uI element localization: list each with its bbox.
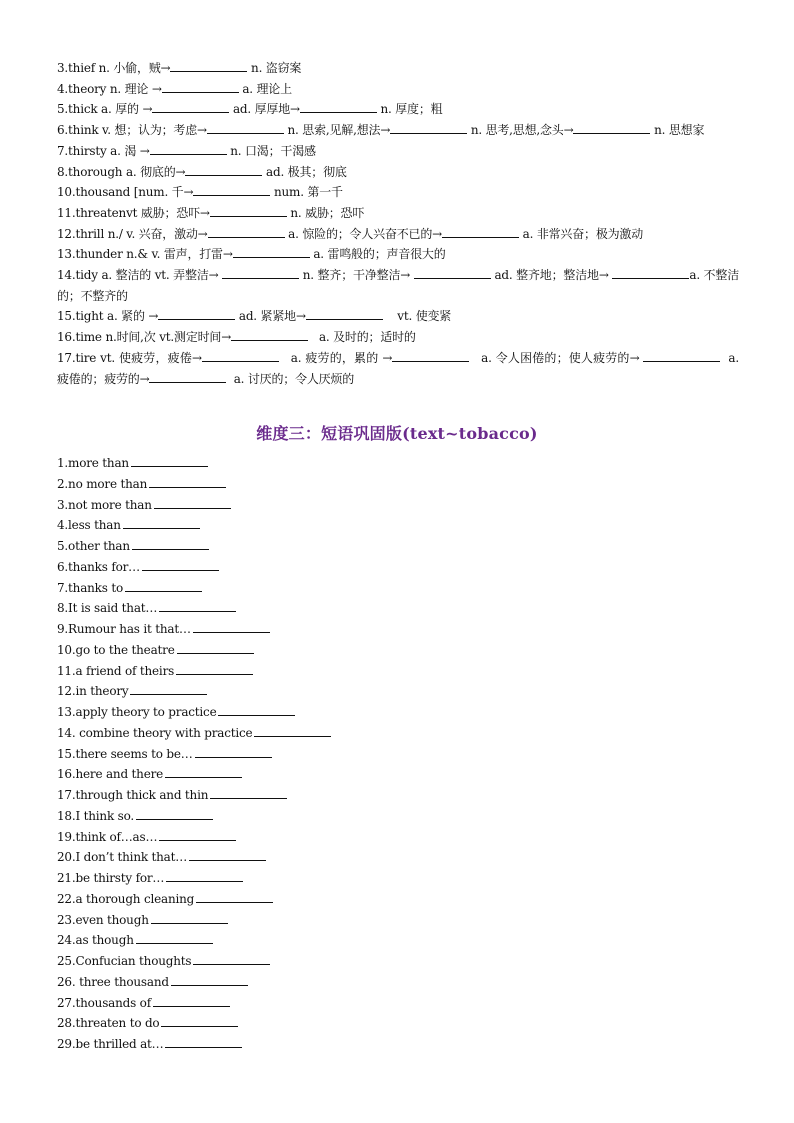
vocab-text: 10.thousand [num. 千→: [57, 185, 194, 200]
vocab-text: a. 讨厌的；令人厌烦的: [233, 371, 355, 386]
answer-blank[interactable]: [414, 266, 491, 279]
answer-blank[interactable]: [193, 952, 270, 965]
vocab-line: [57, 244, 739, 265]
vocab-text: num. 第一千: [273, 185, 343, 200]
phrase-text: 15.there seems to be…: [57, 746, 193, 761]
answer-blank[interactable]: [643, 349, 720, 362]
answer-blank[interactable]: [442, 225, 519, 238]
answer-blank[interactable]: [123, 516, 200, 529]
answer-blank[interactable]: [390, 121, 467, 134]
phrase-item: [57, 598, 457, 619]
vocab-text: a. 令人困倦的；使人疲劳的→: [481, 350, 640, 365]
phrase-text: 23.even though: [57, 912, 149, 927]
phrase-text: 2.no more than: [57, 476, 148, 491]
phrase-text: 27.thousands of: [57, 995, 151, 1010]
answer-blank[interactable]: [222, 266, 299, 279]
answer-blank[interactable]: [125, 579, 202, 592]
vocab-line: [57, 265, 739, 306]
answer-blank[interactable]: [130, 682, 207, 695]
answer-blank[interactable]: [300, 100, 377, 113]
phrase-item: [57, 1013, 457, 1034]
phrase-text: 12.in theory: [57, 684, 129, 699]
answer-blank[interactable]: [149, 475, 226, 488]
phrase-text: 5.other than: [57, 539, 130, 553]
vocab-text: 6.think v. 想；认为；考虑→: [57, 123, 207, 138]
answer-blank[interactable]: [150, 142, 227, 155]
answer-blank[interactable]: [162, 80, 239, 93]
answer-blank[interactable]: [208, 225, 285, 238]
phrase-item: [57, 557, 457, 578]
phrase-item: [57, 661, 457, 682]
vocab-line: [57, 120, 739, 141]
phrase-text: 19.think of…as…: [57, 829, 158, 844]
answer-blank[interactable]: [132, 537, 209, 550]
phrase-item: [57, 993, 457, 1014]
answer-blank[interactable]: [254, 724, 331, 737]
vocab-text: a. 惊险的；令人兴奋不已的→: [288, 226, 443, 241]
phrase-text: 26. three thousand: [57, 974, 169, 989]
answer-blank[interactable]: [612, 266, 689, 279]
vocab-text: ad. 整齐地；整洁地→: [494, 268, 609, 283]
phrase-text: 29.be thrilled at…: [57, 1037, 164, 1051]
phrase-text: 11.a friend of theirs: [57, 663, 175, 678]
phrase-text: 16.here and there: [57, 767, 164, 782]
vocab-line: [57, 348, 739, 389]
phrase-text: 22.a thorough cleaning: [57, 891, 195, 906]
phrase-item: [57, 785, 457, 806]
answer-blank[interactable]: [158, 307, 235, 320]
phrase-text: 17.through thick and thin: [57, 788, 209, 802]
vocab-text: 16.time n.时间,次 vt.测定时间→: [57, 330, 232, 345]
answer-blank[interactable]: [165, 765, 242, 778]
phrase-item: [57, 453, 457, 474]
vocab-text: 5.thick a. 厚的 →: [57, 102, 153, 117]
answer-blank[interactable]: [154, 496, 231, 509]
vocab-line: [57, 182, 739, 203]
vocab-text: 12.thrill n./ v. 兴奋，激动→: [57, 226, 208, 241]
vocab-text: 11.threatenvt 威胁；恐吓→: [57, 205, 210, 220]
phrase-item: [57, 723, 457, 744]
phrase-text: 4.less than: [57, 518, 121, 533]
answer-blank[interactable]: [171, 973, 248, 986]
phrase-text: 9.Rumour has it that…: [57, 622, 191, 636]
phrase-text: 1.more than: [57, 456, 129, 470]
phrase-item: [57, 1034, 457, 1055]
vocab-text: 7.thirsty a. 渴 →: [57, 143, 150, 158]
phrase-text: 25.Confucian thoughts: [57, 954, 192, 968]
vocab-text: 15.tight a. 紧的 →: [57, 309, 159, 324]
phrase-item: [57, 744, 457, 765]
phrase-text: 7.thanks to: [57, 580, 123, 595]
vocab-text: n. 厚度；粗: [380, 102, 443, 117]
answer-blank[interactable]: [189, 848, 266, 861]
phrase-text: 8.It is said that…: [57, 601, 158, 616]
answer-blank[interactable]: [159, 828, 236, 841]
answer-blank[interactable]: [233, 245, 310, 258]
vocab-text: a. 雷鸣般的；声音很大的: [313, 247, 446, 262]
answer-blank[interactable]: [306, 307, 383, 320]
vocab-text: 17.tire vt. 使疲劳，疲倦→: [57, 350, 202, 365]
vocab-text: n. 整齐；干净整洁→: [302, 268, 411, 283]
vocab-line: [57, 306, 739, 327]
phrase-text: 10.go to the theatre: [57, 642, 175, 657]
answer-blank[interactable]: [196, 890, 273, 903]
answer-blank[interactable]: [392, 349, 469, 362]
answer-blank[interactable]: [176, 662, 253, 675]
phrase-text: 13.apply theory to practice: [57, 705, 217, 719]
phrase-item: [57, 702, 457, 723]
phrase-item: [57, 910, 457, 931]
phrase-text: 24.as though: [57, 933, 134, 948]
answer-blank[interactable]: [153, 994, 230, 1007]
answer-blank[interactable]: [210, 786, 287, 799]
phrase-item: [57, 764, 457, 785]
vocab-text: a. 及时的；适时的: [318, 330, 416, 345]
vocab-text: n. 口渴；干渴感: [230, 143, 316, 158]
answer-blank[interactable]: [195, 745, 272, 758]
phrase-item: [57, 619, 457, 640]
answer-blank[interactable]: [131, 454, 208, 467]
vocab-text: 3.thief n. 小偷，贼→: [57, 61, 171, 75]
vocab-line: [57, 162, 739, 183]
answer-blank[interactable]: [166, 869, 243, 882]
vocab-text: 13.thunder n.& v. 雷声，打雷→: [57, 247, 233, 262]
phrase-item: [57, 681, 457, 702]
phrase-item: [57, 474, 457, 495]
phrase-item: [57, 806, 457, 827]
phrase-text: 18.I think so.: [57, 808, 135, 823]
phrase-text: 20.I don’t think that…: [57, 850, 188, 865]
vocab-text: ad. 紧紧地→: [238, 309, 306, 324]
answer-blank[interactable]: [152, 100, 229, 113]
answer-blank[interactable]: [177, 641, 254, 654]
phrase-text: 21.be thirsty for…: [57, 871, 165, 885]
phrase-item: [57, 536, 457, 557]
vocab-line: [57, 203, 739, 224]
answer-blank[interactable]: [151, 911, 228, 924]
vocab-section: [57, 58, 739, 389]
vocab-line: [57, 79, 739, 100]
phrase-item: [57, 640, 457, 661]
phrase-item: [57, 868, 457, 889]
vocab-text: n. 威胁；恐吓: [290, 205, 365, 220]
section-heading: 维度三：短语巩固版(text~tobacco): [256, 424, 538, 443]
vocab-text: n. 盗窃案: [251, 61, 302, 75]
vocab-text: a. 疲倦的；疲劳的→: [57, 350, 739, 386]
vocab-text: ad. 极其；彻底: [266, 164, 347, 179]
vocab-text: 14.tidy a. 整洁的 vt. 弄整洁→: [57, 268, 219, 283]
answer-blank[interactable]: [207, 121, 284, 134]
phrase-text: 28.threaten to do: [57, 1016, 160, 1031]
answer-blank[interactable]: [193, 620, 270, 633]
phrase-text: 14. combine theory with practice: [57, 725, 253, 740]
phrase-text: 6.thanks for…: [57, 559, 140, 574]
vocab-line: [57, 58, 739, 79]
answer-blank[interactable]: [142, 558, 219, 571]
answer-blank[interactable]: [170, 59, 247, 72]
answer-blank[interactable]: [218, 703, 295, 716]
answer-blank[interactable]: [231, 328, 308, 341]
vocab-text: n. 思想家: [654, 123, 705, 138]
vocab-text: a. 理论上: [242, 81, 292, 96]
vocab-line: [57, 224, 739, 245]
phrase-item: [57, 515, 457, 536]
phrase-item: [57, 578, 457, 599]
vocab-line: [57, 99, 739, 120]
answer-blank[interactable]: [159, 599, 236, 612]
phrase-item: [57, 972, 457, 993]
phrase-item: [57, 827, 457, 848]
vocab-line: [57, 327, 739, 348]
vocab-text: 4.theory n. 理论 →: [57, 81, 162, 96]
vocab-text: vt. 使变紧: [397, 309, 452, 324]
answer-blank[interactable]: [193, 183, 270, 196]
phrase-item: [57, 495, 457, 516]
answer-blank[interactable]: [161, 1014, 238, 1027]
answer-blank[interactable]: [136, 807, 213, 820]
answer-blank[interactable]: [165, 1035, 242, 1048]
phrase-item: [57, 930, 457, 951]
answer-blank[interactable]: [210, 204, 287, 217]
phrase-item: [57, 951, 457, 972]
vocab-text: n. 思索,见解,想法→: [287, 123, 391, 138]
phrase-item: [57, 889, 457, 910]
vocab-text: a. 疲劳的，累的 →: [290, 350, 393, 365]
vocab-text: a. 不整洁的；不整齐的: [57, 268, 739, 303]
phrase-list: [57, 453, 457, 1055]
answer-blank[interactable]: [573, 121, 650, 134]
answer-blank[interactable]: [149, 370, 226, 383]
vocab-text: n. 思考,思想,念头→: [470, 123, 574, 138]
phrase-item: [57, 847, 457, 868]
answer-blank[interactable]: [136, 931, 213, 944]
vocab-text: 8.thorough a. 彻底的→: [57, 164, 186, 179]
vocab-line: [57, 141, 739, 162]
vocab-text: ad. 厚厚地→: [232, 102, 300, 117]
answer-blank[interactable]: [202, 349, 279, 362]
phrase-text: 3.not more than: [57, 497, 152, 512]
vocab-text: a. 非常兴奋；极为激动: [522, 226, 644, 241]
answer-blank[interactable]: [185, 163, 262, 176]
